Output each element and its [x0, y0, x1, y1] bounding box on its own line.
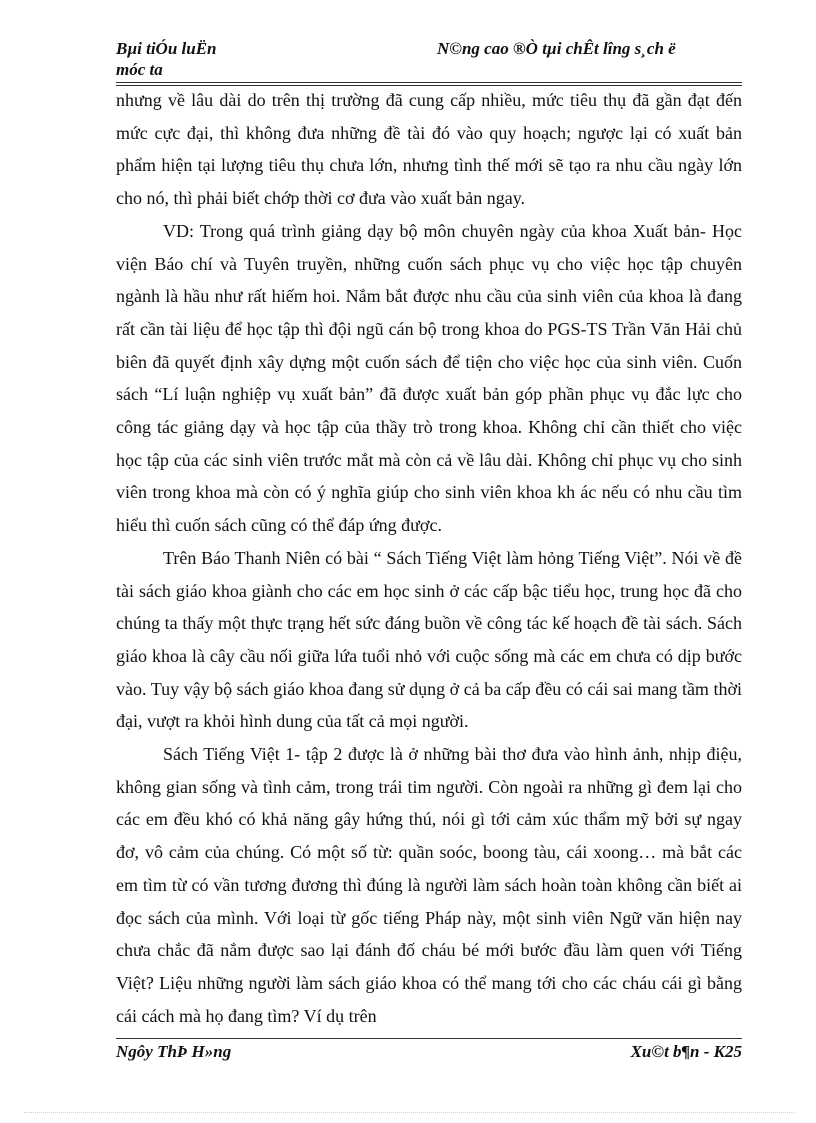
header-left [116, 38, 296, 80]
header-rule-top [116, 82, 742, 83]
footer-course: Xu©t b¶n - K25 [630, 1042, 742, 1061]
footer-rule [116, 1038, 742, 1039]
page-bottom-dotted-line [24, 1112, 794, 1113]
page-header [116, 38, 742, 82]
paragraph-2: VD: Trong quá trình giảng dạy bộ môn chuyên ngày của khoa Xuất bản- Học viện Báo chí và Tuyên truyền, những cuốn sách phục vụ cho việc học tập chuyên ngành là hầu như rất hiếm hoi. Nắm bắt được nhu cầu của sinh viên của khoa là đang rất cần tài liệu để học tập thì đội ngũ cán bộ trong khoa do PGS-TS Trần Văn Hải chủ biên đã quyết định xây dựng một cuốn sách để tiện cho việc học của sinh viên. Cuốn sách “Lí luận nghiệp vụ xuất bản” đã được xuất bản góp phần phục vụ đắc lực cho công tác giảng dạy và học tập của thầy trò trong khoa. Không chỉ cần thiết cho việc học tập của các sinh viên trước mắt mà còn cả về lâu dài. Không chỉ phục vụ cho sinh viên trong khoa mà còn có ý nghĩa giúp cho sinh viên khoa kh ác nếu có nhu cầu tìm hiểu thì cuốn sách cũng có thể đáp ứng được. [116, 220, 742, 536]
paragraph-3: Trên Báo Thanh Niên có bài “ Sách Tiếng Việt làm hỏng Tiếng Việt”. Nói về đề tài sách giáo khoa giành cho các em học sinh ở các cấp bậc tiểu học, trung học đã cho chúng ta thấy một thực trạng hết sức đáng buồn về công tác kế hoạch đề tài sách. Sách giáo khoa là cây cầu nối giữa lứa tuổi nhỏ với cuộc sống mà các em chưa có dịp bước vào. Tuy vậy bộ sách giáo khoa đang sử dụng ở cả ba cấp đều có cái sai mang tầm thời đại, vượt ra khỏi hình dung của tất cả mọi người. [116, 547, 742, 732]
paragraph-4: Sách Tiếng Việt 1- tập 2 được là ở những bài thơ đưa vào hình ảnh, nhịp điệu, không gian sống và tình cảm, trong trái tim người. Còn ngoài ra những gì đem lại cho các em đều khó có khả năng gây hứng thú, nói gì tới cảm xúc thẩm mỹ bởi sự ngay đơ, vô cảm của chúng. Có một số từ: quần soóc, boong tàu, cái xoong… mà bắt các em tìm từ có vần tương đương thì đúng là người làm sách hoàn toàn không cần biết ai đọc sách của mình. Với loại từ gốc tiếng Pháp này, một sinh viên Ngữ văn hiện nay chưa chắc đã nắm được sao lại đánh đố cháu bé mới bước đầu làm quen với Tiếng Việt? Liệu những người làm sách giáo khoa có thể mang tới cho các cháu cái gì bằng cái cách mà họ đang tìm? Ví dụ trên [116, 744, 742, 1026]
header-right: N©ng cao ®Ò tµi chÊt lîng s¸ch ë [437, 39, 676, 58]
body-text [116, 84, 742, 1032]
footer-author: Ngôy ThÞ H»ng [116, 1042, 232, 1061]
header-left-line1: Bµi tiÓu luËn [116, 39, 217, 58]
paragraph-1: nhưng về lâu dài do trên thị trường đã cung cấp nhiều, mức tiêu thụ đã gần đạt đến mức cực đại, thì không đưa những đề tài đó vào quy hoạch; ngược lại có xuất bản phẩm hiện tại lượng tiêu thụ chưa lớn, nhưng tình thế mới sẽ tạo ra nhu cầu ngày lớn cho nó, thì phải biết chớp thời cơ đưa vào xuất bản ngay. [116, 90, 742, 209]
page-footer [116, 1042, 742, 1066]
header-left-line2: móc ta [116, 60, 163, 79]
